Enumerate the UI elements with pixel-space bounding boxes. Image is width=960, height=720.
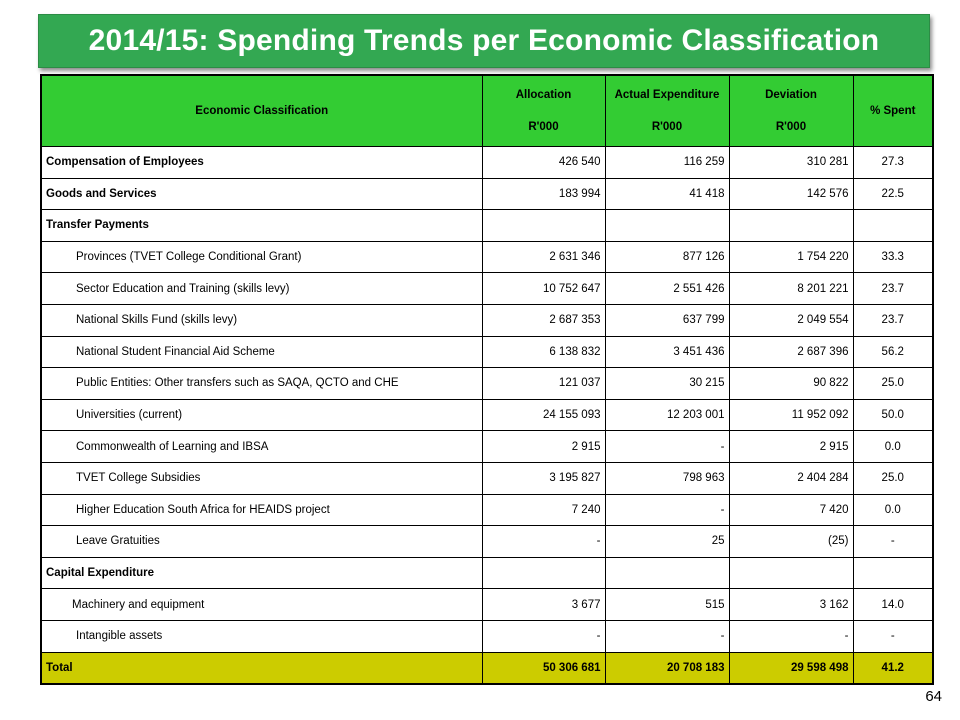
table-row — [41, 304, 933, 336]
spent-cell — [853, 210, 933, 242]
allocation-cell: 121 037 — [482, 368, 605, 400]
row-label: Universities (current) — [41, 399, 482, 431]
row-label: Goods and Services — [41, 178, 482, 210]
spent-cell: 14.0 — [853, 589, 933, 621]
row-label: Sector Education and Training (skills levy) — [41, 273, 482, 305]
actual-cell: 12 203 001 — [605, 399, 729, 431]
deviation-cell: 11 952 092 — [729, 399, 853, 431]
allocation-cell: 24 155 093 — [482, 399, 605, 431]
deviation-cell: 2 687 396 — [729, 336, 853, 368]
deviation-cell: 1 754 220 — [729, 241, 853, 273]
allocation-cell: 2 687 353 — [482, 304, 605, 336]
deviation-cell: 2 915 — [729, 431, 853, 463]
table-row — [41, 557, 933, 589]
actual-cell: 877 126 — [605, 241, 729, 273]
spent-cell: - — [853, 620, 933, 652]
row-label: National Student Financial Aid Scheme — [41, 336, 482, 368]
spending-table — [40, 74, 934, 685]
page-number: 64 — [925, 688, 942, 705]
spent-cell: 23.7 — [853, 273, 933, 305]
allocation-cell: - — [482, 620, 605, 652]
header-actual-expenditure: Actual Expenditure R'000 — [605, 75, 729, 147]
actual-cell: 637 799 — [605, 304, 729, 336]
allocation-cell: 2 631 346 — [482, 241, 605, 273]
allocation-cell: 3 677 — [482, 589, 605, 621]
row-label: Provinces (TVET College Conditional Grant) — [41, 241, 482, 273]
actual-cell: 41 418 — [605, 178, 729, 210]
spent-cell — [853, 557, 933, 589]
allocation-cell: - — [482, 526, 605, 558]
spent-cell: 50.0 — [853, 399, 933, 431]
table-row — [41, 620, 933, 652]
header-row — [41, 75, 933, 147]
total-row — [41, 652, 933, 684]
row-label: Leave Gratuities — [41, 526, 482, 558]
deviation-cell: (25) — [729, 526, 853, 558]
row-label: Compensation of Employees — [41, 147, 482, 179]
table-row — [41, 589, 933, 621]
deviation-cell: 3 162 — [729, 589, 853, 621]
deviation-cell: 142 576 — [729, 178, 853, 210]
table-row — [41, 431, 933, 463]
spent-cell: 0.0 — [853, 494, 933, 526]
row-label: Intangible assets — [41, 620, 482, 652]
actual-cell: - — [605, 494, 729, 526]
table-row — [41, 336, 933, 368]
actual-cell: 798 963 — [605, 462, 729, 494]
table-row — [41, 526, 933, 558]
total-label: Total — [41, 652, 482, 684]
allocation-cell: 426 540 — [482, 147, 605, 179]
spent-cell: 56.2 — [853, 336, 933, 368]
deviation-cell: 8 201 221 — [729, 273, 853, 305]
row-label: TVET College Subsidies — [41, 462, 482, 494]
allocation-cell — [482, 557, 605, 589]
row-label: Capital Expenditure — [41, 557, 482, 589]
deviation-cell: 2 404 284 — [729, 462, 853, 494]
allocation-cell: 6 138 832 — [482, 336, 605, 368]
total-spent-cell: 41.2 — [853, 652, 933, 684]
actual-cell — [605, 210, 729, 242]
table-row — [41, 147, 933, 179]
total-actual-cell: 20 708 183 — [605, 652, 729, 684]
header-deviation: Deviation R'000 — [729, 75, 853, 147]
allocation-cell — [482, 210, 605, 242]
actual-cell: 3 451 436 — [605, 336, 729, 368]
row-label: Transfer Payments — [41, 210, 482, 242]
spent-cell: 27.3 — [853, 147, 933, 179]
spent-cell: 33.3 — [853, 241, 933, 273]
row-label: Machinery and equipment — [41, 589, 482, 621]
deviation-cell: 310 281 — [729, 147, 853, 179]
deviation-cell: 2 049 554 — [729, 304, 853, 336]
spent-cell: 25.0 — [853, 462, 933, 494]
allocation-cell: 10 752 647 — [482, 273, 605, 305]
actual-cell: - — [605, 431, 729, 463]
table-row — [41, 462, 933, 494]
actual-cell — [605, 557, 729, 589]
table-row — [41, 494, 933, 526]
table-row — [41, 210, 933, 242]
table-row — [41, 241, 933, 273]
slide-title: 2014/15: Spending Trends per Economic Classification — [38, 14, 930, 68]
spent-cell: 0.0 — [853, 431, 933, 463]
actual-cell: - — [605, 620, 729, 652]
row-label: National Skills Fund (skills levy) — [41, 304, 482, 336]
deviation-cell: 7 420 — [729, 494, 853, 526]
spent-cell: 25.0 — [853, 368, 933, 400]
row-label: Public Entities: Other transfers such as SAQA, QCTO and CHE — [41, 368, 482, 400]
actual-cell: 30 215 — [605, 368, 729, 400]
spent-cell: 22.5 — [853, 178, 933, 210]
deviation-cell: 90 822 — [729, 368, 853, 400]
allocation-cell: 2 915 — [482, 431, 605, 463]
actual-cell: 2 551 426 — [605, 273, 729, 305]
actual-cell: 116 259 — [605, 147, 729, 179]
table-row — [41, 178, 933, 210]
deviation-cell — [729, 557, 853, 589]
row-label: Commonwealth of Learning and IBSA — [41, 431, 482, 463]
header-economic-classification: Economic Classification — [41, 75, 482, 147]
spent-cell: 23.7 — [853, 304, 933, 336]
total-deviation-cell: 29 598 498 — [729, 652, 853, 684]
allocation-cell: 7 240 — [482, 494, 605, 526]
row-label: Higher Education South Africa for HEAIDS project — [41, 494, 482, 526]
actual-cell: 25 — [605, 526, 729, 558]
deviation-cell — [729, 210, 853, 242]
total-allocation-cell: 50 306 681 — [482, 652, 605, 684]
allocation-cell: 3 195 827 — [482, 462, 605, 494]
table-row — [41, 273, 933, 305]
header-percent-spent: % Spent — [853, 75, 933, 147]
table-row — [41, 368, 933, 400]
actual-cell: 515 — [605, 589, 729, 621]
header-allocation: Allocation R'000 — [482, 75, 605, 147]
spent-cell: - — [853, 526, 933, 558]
deviation-cell: - — [729, 620, 853, 652]
table-row — [41, 399, 933, 431]
allocation-cell: 183 994 — [482, 178, 605, 210]
